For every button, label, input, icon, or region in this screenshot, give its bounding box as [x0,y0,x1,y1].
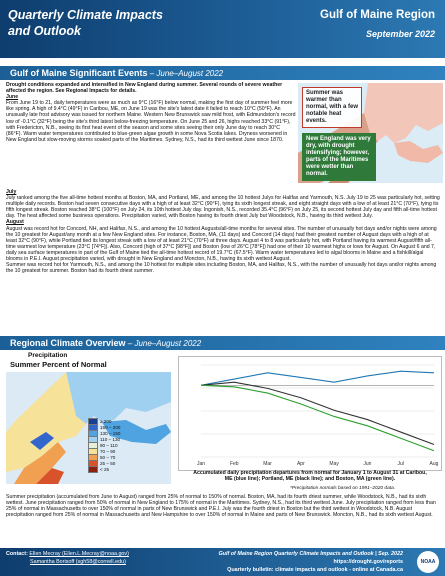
legend-label: < 25 [100,466,110,472]
events-section-period: – June–August 2022 [147,69,224,78]
events-intro: Drought conditions expanded and intensified in New England during summer. Several rounds of severe weather affected the region. See Regional Impacts for details. [6,82,283,95]
x-tick-label: Feb [229,461,239,467]
x-tick-label: Mar [263,461,272,467]
report-title-line2: and Outlook [8,24,81,38]
june-heading: June [6,94,19,101]
x-tick-label: Aug [429,461,439,467]
contact-email-1[interactable]: Ellen Mecray (Ellen.L.Mecray@noaa.gov) [29,551,129,557]
events-text-bottom [6,189,440,274]
contact-email-2[interactable]: Samantha Borisoff (sgh58@cornell.edu) [30,559,126,565]
series-line [201,382,434,444]
august-text: August was record hot for Concord, NH, and Halifax, N.S., and among the 10 hottest Augusts/all-time months for several sites. The number of unusually hot days and/or nights were among the 10 greatest for August/any month at a few New England sites. For instance, Boston, MA, (11 days) and Concord (14 days) had their greatest number of August days with a high of at least 32°C (90°F), while Portland tied its longest streak with a low of at least 21°C (70°F) at three days. August 4 to 8 was particularly hot, with Portland having its warmest August/fifth all-time warmest low temperature (23°C [74°F]). Also, Concord (high of 37°C [98°F]) and Boston (low of 26°C [78°F]) had one of their 10 warmest highs or lows for August. On August 6 and 7, daily sea surface temperatures in part of the Gulf of Maine tied the all-time hottest record of 19.7°C (67.5°F). Warm water temperatures led to algal blooms in Maine and a fishkill/algal blooms in P.E.I. August precipitation varied, with drought in New England and Moncton, N.B., having its sixth wettest August. [6,225,437,263]
legend-label: 70 – 90 [100,448,116,454]
overview-text: Summer precipitation (accumulated from June to August) ranged from 25% of normal to 150% of normal. Boston, MA, had its fourth driest summer, while Woodstock, N.B., had its sixth wettest. June precipitation ranged from 50% of normal in New England to 175% of normal in the Maritimes. Sydney, N.S., had its third wettest June. July precipitation ranged from less than 25% of normal in Massachusetts to over 150% of normal in parts of New Brunswick and P.E.I. July was the fourth driest in Boston but the third wettest in Woodstock, N.B. August precipitation ranged from 25% of normal in Massachusetts and New Hampshire to over 150% of normal in Maine and parts of New Brunswick. Moncton, N.B., had its sixth wettest August. [6,494,436,519]
footer-contacts [6,550,129,566]
legend-label: ≥ 200 [100,418,112,424]
precip-legend [88,418,173,472]
july-heading: July [6,189,17,195]
events-text-top [6,82,296,143]
footer-canada: Quarterly bulletin: climate impacts and outlook - online at Canada.ca [227,567,403,573]
series-line [201,371,434,385]
overview-section-title: Regional Climate Overview [10,338,126,348]
legend-swatch [88,466,98,473]
chart-svg [179,357,441,470]
header-banner [0,0,445,58]
x-tick-label: May [329,461,339,467]
events-section-header [0,66,445,80]
august-heading: August [6,219,24,226]
report-title-line1: Quarterly Climate Impacts [8,8,163,22]
legend-label: 130 – 150 [100,430,121,436]
events-section-title: Gulf of Maine Significant Events [10,68,148,78]
noaa-logo-icon: NOAA [417,551,439,573]
precip-map-subtitle: Summer Percent of Normal [10,360,107,369]
region-title: Gulf of Maine Region [320,9,435,21]
series-line [201,385,434,450]
legend-label: 110 – 130 [100,436,121,442]
x-tick-label: Apr [296,461,305,467]
report-date: September 2022 [365,29,435,39]
chart-caption: Accumulated daily precipitation departures from normal for January 1 to August 31 at Caribou, ME (blue line); Portland, ME (black line); and Boston, MA (green line). [193,470,427,482]
july-text: July ranked among the five all-time hottest months at Boston, MA, and Portland, ME, and among the 10 hottest Julys for Halifax and Yarmouth, N.S. July 19 to 25 was particularly hot, setting multiple daily records. Boston had seven consecutive days with a high of at least 32°C (90°F), tying its sixth longest streak, and eight straight days with a low of at least 21°C (70°F), tying its fifth longest streak. Boston reached 38°C (100°F) on July 24, its 10th hottest July day. Ingonish, N.S., recorded 35.4°C (96°F) on July 25, its second hottest July day and fifth all-time hottest day. The heat affected some business operations. Precipitation varied, with Boston having its fourth driest July but Woodstock, N.B., having its third wettest July. [6,195,440,220]
footer-url[interactable]: https://drought.gov/reports [333,559,403,565]
legend-label: 50 – 70 [100,454,116,460]
legend-label: 25 – 50 [100,460,116,466]
june-text: From June 19 to 21, daily temperatures were as much as 9°C (16°F) below normal, making the first day of summer feel more like spring. A high of 9.4°C (49°F) in Caribou, ME, on June 19 was the site's latest date it failed to reach 10°C (50°F). An unusually late frost advisory was issued for northern Maine. Western New Brunswick saw mild frost, with Edmundston's record low of -0.1°C (32°F) being the site's third latest below-freezing temperature. On June 25 and 26, highs reached 33°C (91°F), with Fredericton, N.B., seeing its first heat event of the season and some sites seeing their only June day to reach 30°C (86°F). Warm water temperatures contributed to blue-green algae growth in some Nova Scotia lakes. Dryness worsened in New England but slow-moving storms soaked parts of the Maritimes. Sydney, N.S., had its third wettest June since 1870. [6,100,296,143]
x-tick-label: Jun [363,461,372,467]
precip-map-title: Precipitation [28,352,68,359]
summer-text: Summer was record hot for Yarmouth, N.S., and among the 10 hottest for multiple sites including Boston, MA, and Halifax, N.S., with the number of unusually hot days and/or nights among the 10 greatest for summer. Boston had its fourth driest summer. [6,262,437,275]
footer [0,548,445,576]
contact-label: Contact: [6,551,28,557]
x-tick-label: Jul [397,461,404,467]
legend-label: 150 – 200 [100,424,121,430]
map-callout-warm: Summer was warmer than normal, with a few notable heat events. [302,87,362,128]
overview-section-header [0,336,445,350]
legend-label: 90 – 110 [100,442,118,448]
footer-right [218,550,403,574]
x-tick-label: Jan [196,461,206,467]
precip-departure-chart [178,356,442,471]
overview-section-period: – June–August 2022 [125,339,202,348]
map-callout-wet: New England was very dry, with drought intensifying; however, parts of the Maritimes were wetter than normal. [302,133,376,181]
legend-row [88,466,173,472]
region-map [298,83,443,183]
chart-footnote: *Precipitation normals based on 1991–2020 data. [290,486,396,491]
footer-report-name: Gulf of Maine Region Quarterly Climate Impacts and Outlook | Sep. 2022 [218,551,403,557]
